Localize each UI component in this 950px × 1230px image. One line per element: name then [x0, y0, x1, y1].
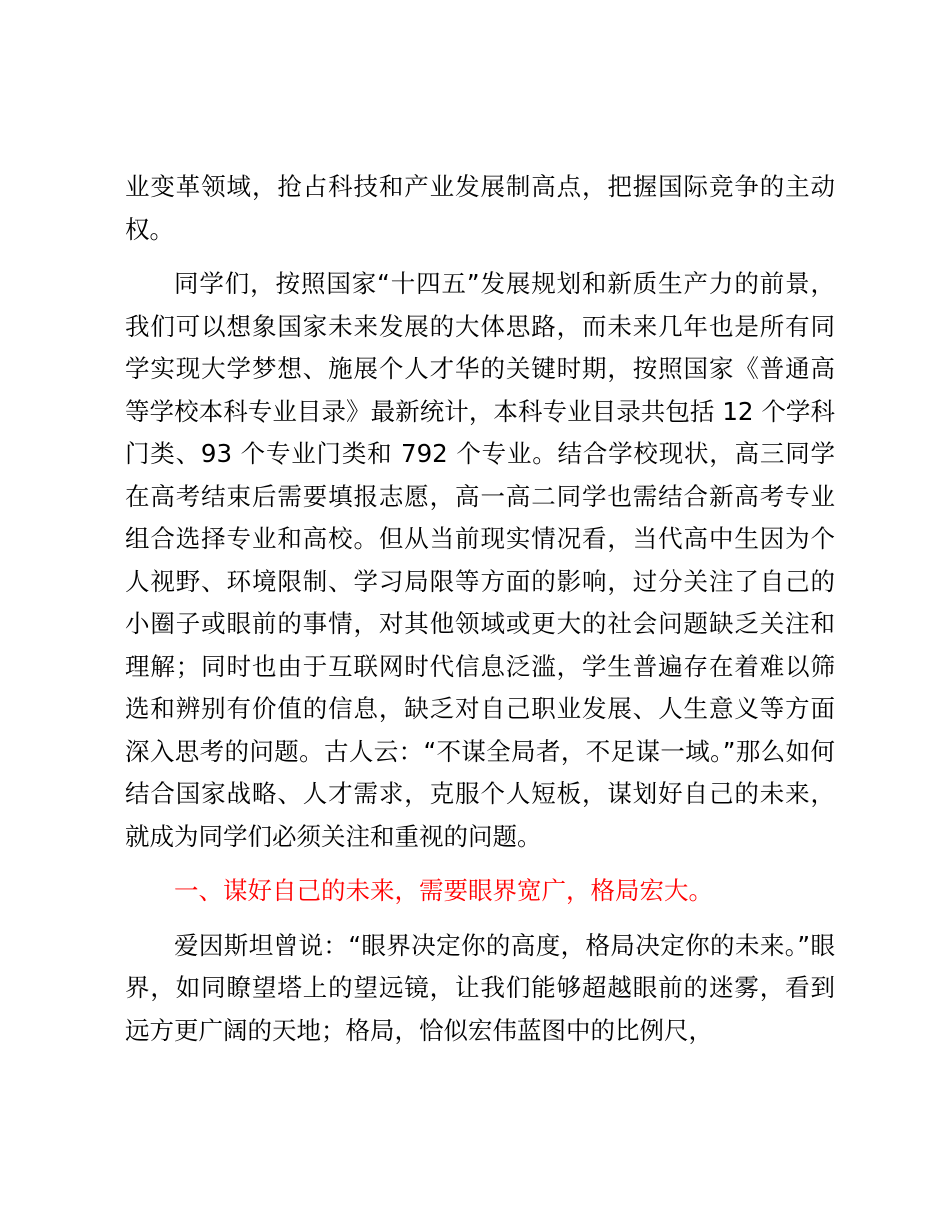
paragraph-students: 同学们，按照国家“十四五”发展规划和新质生产力的前景，我们可以想象国家未来发展的大体思路，而未来几年也是所有同学实现大学梦想、施展个人才华的关键时期，按照国家《普通高等学校本科专业目录》最新统计，本科专业目录共包括 12 个学科门类、93 个专业门类和 792 个专业。结合学校现状，高三同学在高考结束后需要填报志愿，高一高二同学也需结合新高考专业组合选择专业和高校。但从当前现实情况看，当代高中生因为个人视野、环境限制、学习局限等方面的影响，过分关注了自己的小圈子或眼前的事情，对其他领域或更大的社会问题缺乏关注和理解；同时也由于互联网时代信息泛滥，学生普遍存在着难以筛选和辨别有价值的信息，缺乏对自己职业发展、人生意义等方面深入思考的问题。古人云：“不谋全局者，不足谋一域。”那么如何结合国家战略、人才需求，克服个人短板，谋划好自己的未来，就成为同学们必须关注和重视的问题。	[125, 269, 835, 851]
paragraph-einstein: 爱因斯坦曾说：“眼界决定你的高度，格局决定你的未来。”眼界，如同瞭望塔上的望远镜，让我们能够超越眼前的迷雾，看到远方更广阔的天地；格局，恰似宏伟蓝图中的比例尺，	[125, 930, 835, 1045]
paragraph-continuation: 业变革领域，抢占科技和产业发展制高点，把握国际竞争的主动权。	[125, 172, 835, 244]
section-heading: 一、谋好自己的未来，需要眼界宽广，格局宏大。	[174, 876, 713, 905]
document-body	[125, 166, 835, 1052]
